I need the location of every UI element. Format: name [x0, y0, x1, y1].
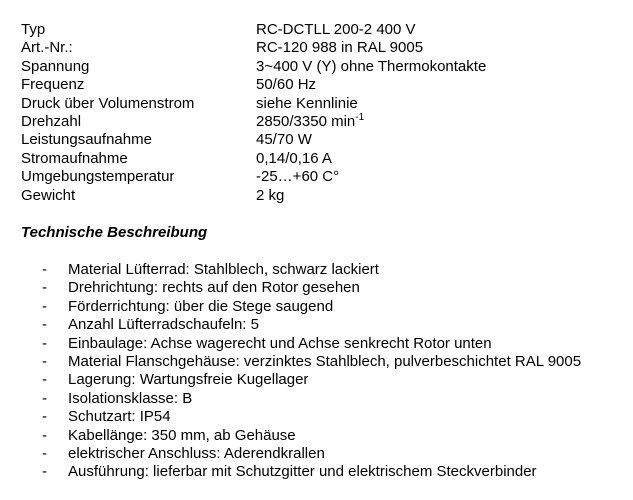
spec-value: 2 kg [256, 186, 285, 204]
spec-label: Art.-Nr.: [21, 39, 73, 57]
spec-label: Druck über Volumenstrom [21, 94, 195, 112]
list-bullet: - [42, 389, 47, 407]
spec-value: 2850/3350 min [256, 112, 356, 130]
list-item [42, 279, 581, 297]
list-item-text: elektrischer Anschluss: Aderendkrallen [68, 444, 325, 462]
spec-row-spannung [21, 58, 486, 76]
list-item-text: Material Flanschgehäuse: verzinktes Stahlblech, pulverbeschichtet RAL 9005 [68, 352, 582, 370]
list-item [42, 298, 581, 316]
spec-row-typ [21, 21, 486, 39]
spec-label: Typ [21, 21, 46, 38]
spec-row-umgebungstemperatur [21, 168, 486, 186]
list-item [42, 408, 581, 426]
list-bullet: - [42, 444, 47, 462]
list-item [42, 335, 581, 353]
spec-row-gewicht [21, 187, 486, 205]
list-bullet: - [42, 352, 47, 370]
spec-value: RC-120 988 in RAL 9005 [256, 39, 424, 57]
list-bullet: - [42, 279, 47, 297]
section-heading: Technische Beschreibung [21, 224, 208, 241]
list-item-text: Schutzart: IP54 [68, 408, 171, 426]
list-bullet: - [42, 297, 47, 315]
list-item [42, 390, 581, 408]
spec-value: -25…+60 C° [256, 168, 340, 186]
spec-value-exponent: -1 [355, 111, 365, 123]
spec-row-druck [21, 95, 486, 113]
list-item [42, 445, 581, 463]
list-bullet: - [42, 463, 47, 481]
list-item-text: Drehrichtung: rechts auf den Rotor gesehen [68, 279, 360, 297]
spec-row-drehzahl [21, 113, 486, 131]
list-item-text: Förderrichtung: über die Stege saugend [68, 297, 334, 315]
spec-table [21, 21, 486, 205]
list-item-text: Material Lüfterrad: Stahlblech, schwarz lackiert [68, 261, 379, 278]
spec-label: Spannung [21, 57, 90, 75]
spec-value: 50/60 Hz [256, 76, 317, 94]
list-bullet: - [42, 408, 47, 426]
list-bullet: - [42, 334, 47, 352]
list-bullet: - [42, 426, 47, 444]
spec-value: 3~400 V (Y) ohne Thermokontakte [256, 57, 487, 75]
spec-label: Frequenz [21, 76, 85, 94]
spec-label: Stromaufnahme [21, 149, 128, 167]
list-item [42, 261, 581, 279]
list-item-text: Isolationsklasse: B [68, 389, 193, 407]
list-item-text: Anzahl Lüfterradschaufeln: 5 [68, 316, 259, 334]
list-bullet: - [42, 316, 47, 334]
description-list [42, 261, 581, 482]
spec-label: Umgebungstemperatur [21, 168, 175, 186]
list-item [42, 353, 581, 371]
spec-row-stromaufnahme [21, 150, 486, 168]
spec-row-frequenz [21, 76, 486, 94]
list-bullet: - [42, 261, 47, 278]
list-item [42, 371, 581, 389]
spec-label: Drehzahl [21, 112, 82, 130]
spec-row-leistungsaufnahme [21, 131, 486, 149]
list-item-text: Kabellänge: 350 mm, ab Gehäuse [68, 426, 296, 444]
spec-value: RC-DCTLL 200-2 400 V [256, 21, 416, 38]
list-item [42, 427, 581, 445]
list-item-text: Ausführung: lieferbar mit Schutzgitter und elektrischem Steckverbinder [68, 463, 537, 481]
spec-value: 45/70 W [256, 131, 312, 149]
list-item [42, 316, 581, 334]
spec-value-with-unit [256, 113, 364, 131]
list-item-text: Einbaulage: Achse wagerecht und Achse senkrecht Rotor unten [68, 334, 492, 352]
spec-label: Leistungsaufnahme [21, 131, 152, 149]
list-item-text: Lagerung: Wartungsfreie Kugellager [68, 371, 309, 389]
list-item [42, 463, 581, 481]
spec-value: siehe Kennlinie [256, 94, 358, 112]
spec-row-art-nr [21, 39, 486, 57]
spec-label: Gewicht [21, 186, 76, 204]
spec-value: 0,14/0,16 A [256, 149, 332, 167]
list-bullet: - [42, 371, 47, 389]
